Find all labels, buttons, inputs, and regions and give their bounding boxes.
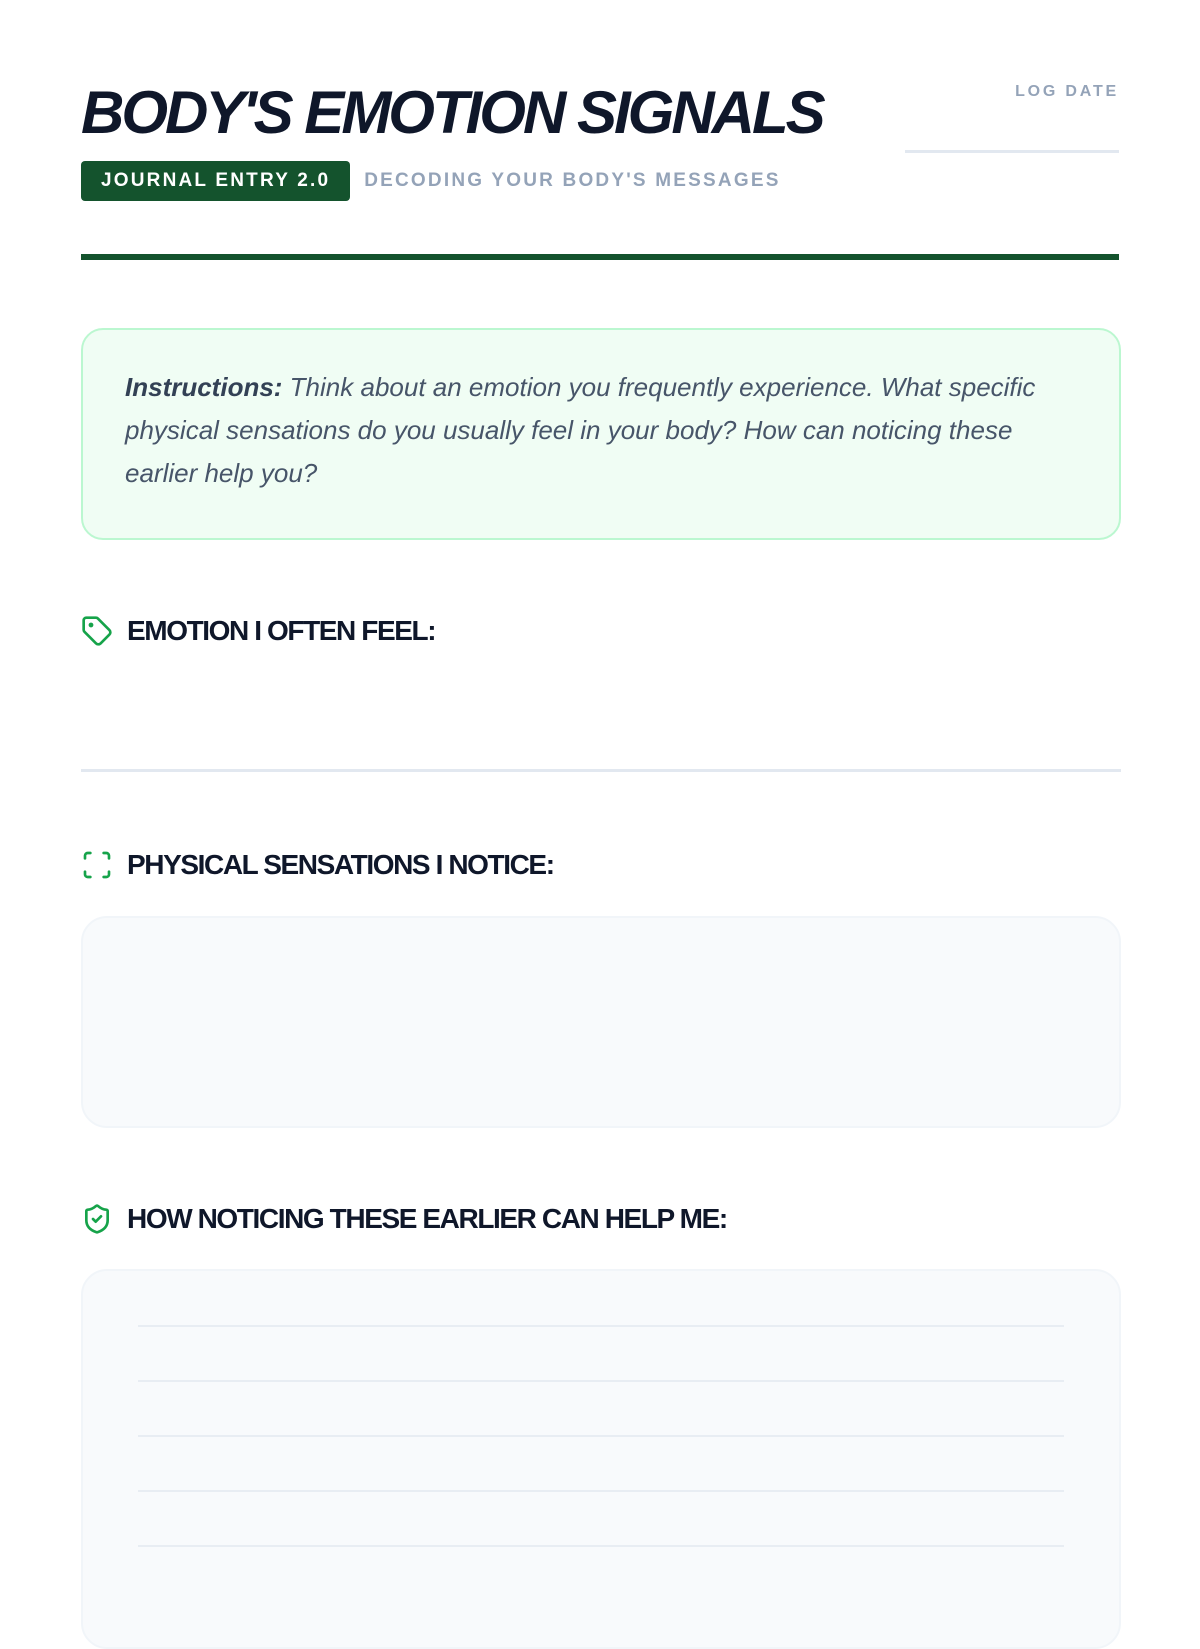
log-date <box>905 80 1119 153</box>
instructions-lead: Instructions: <box>125 372 283 402</box>
sensations-box <box>81 916 1121 1128</box>
badge-row <box>81 161 781 201</box>
instructions-text: Think about an emotion you frequently experience. What specific physical sensations do you usually feel in your body? How can noticing these earlier help you? <box>125 372 1036 488</box>
emotion-input[interactable] <box>81 690 1121 772</box>
writing-line <box>138 1435 1064 1437</box>
scan-icon <box>81 849 113 881</box>
section-sensations-title: PHYSICAL SENSATIONS I NOTICE: <box>127 849 554 880</box>
page-title: BODY'S EMOTION SIGNALS <box>81 79 823 146</box>
shield-check-icon <box>81 1203 113 1235</box>
section-help-header <box>81 1203 727 1235</box>
page-subtitle: DECODING YOUR BODY'S MESSAGES <box>364 170 781 191</box>
writing-line <box>138 1325 1064 1327</box>
section-emotion-header <box>81 615 435 647</box>
writing-line <box>138 1545 1064 1547</box>
sensations-input[interactable] <box>83 918 1119 1126</box>
help-box[interactable] <box>81 1269 1121 1649</box>
section-emotion-title: EMOTION I OFTEN FEEL: <box>127 615 436 646</box>
header-divider <box>81 254 1119 260</box>
journal-badge: JOURNAL ENTRY 2.0 <box>81 161 350 201</box>
writing-line <box>138 1380 1064 1382</box>
page-header <box>81 0 1119 262</box>
log-date-label: LOG DATE <box>1015 83 1119 100</box>
section-help-title: HOW NOTICING THESE EARLIER CAN HELP ME: <box>127 1203 727 1234</box>
instructions-box <box>81 328 1121 540</box>
section-sensations-header <box>81 849 554 881</box>
tag-icon <box>81 615 113 647</box>
log-date-field[interactable] <box>905 150 1119 153</box>
writing-line <box>138 1490 1064 1492</box>
